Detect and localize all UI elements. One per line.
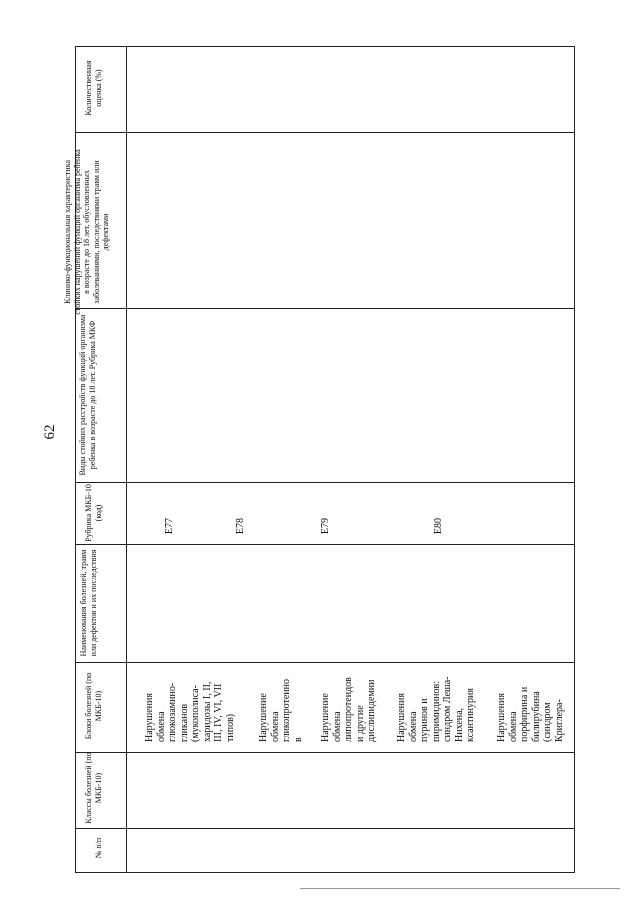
scan-edge-line xyxy=(300,888,620,889)
page-number: 62 xyxy=(42,424,58,440)
icd-code-e80: E80 xyxy=(433,517,444,535)
header-disease-classes: Классы болезней (по МКБ-10) xyxy=(84,752,103,824)
header-icd-code: Рубрика МКБ-10 (код) xyxy=(84,484,103,542)
block-lipoproteins: Нарушение обмена липопротеидов и другие дислипидемии xyxy=(320,677,377,742)
icd-code-e79: E79 xyxy=(320,517,331,535)
header-disorder-types: Виды стойких расстройств функций организма ребенка в возрасте до 18 лет. Рубрика МКФ xyxy=(78,314,97,476)
block-glycosaminoglycans: Нарушения обмена глюкозамино- гликанов (мукополиса- харидозы I, II, III, IV, VI, VII типов) xyxy=(144,681,236,742)
block-porphyrin-bilirubin: Нарушения обмена порфирина и билирубина (синдром Криглера- xyxy=(496,686,565,742)
header-disease-blocks: Блоки болезней (по МКБ-10) xyxy=(84,672,103,740)
header-number: № п/п xyxy=(94,837,103,859)
icd-code-e77: E77 xyxy=(164,517,175,535)
header-disease-names: Наименования болезней, травм или дефектов и их последствия xyxy=(79,549,98,657)
block-purines-pyrimidines: Нарушения обмена пуринов и пиримидинов: синдром Леша- Нихена, ксантинурия xyxy=(396,676,476,742)
header-quantitative-score: Количественная оценка (%) xyxy=(84,60,103,116)
block-glycoproteins: Нарушение обмена гликопротеино в xyxy=(258,678,304,742)
header-clinical-characteristics: Клинико-функциональная характеристика стойких нарушений функций организма ребенка в возрасте до 18 лет, обусловленных заболеваниями, последствиями травм или дефектами xyxy=(63,149,110,315)
icd-code-e78: E78 xyxy=(235,517,246,535)
